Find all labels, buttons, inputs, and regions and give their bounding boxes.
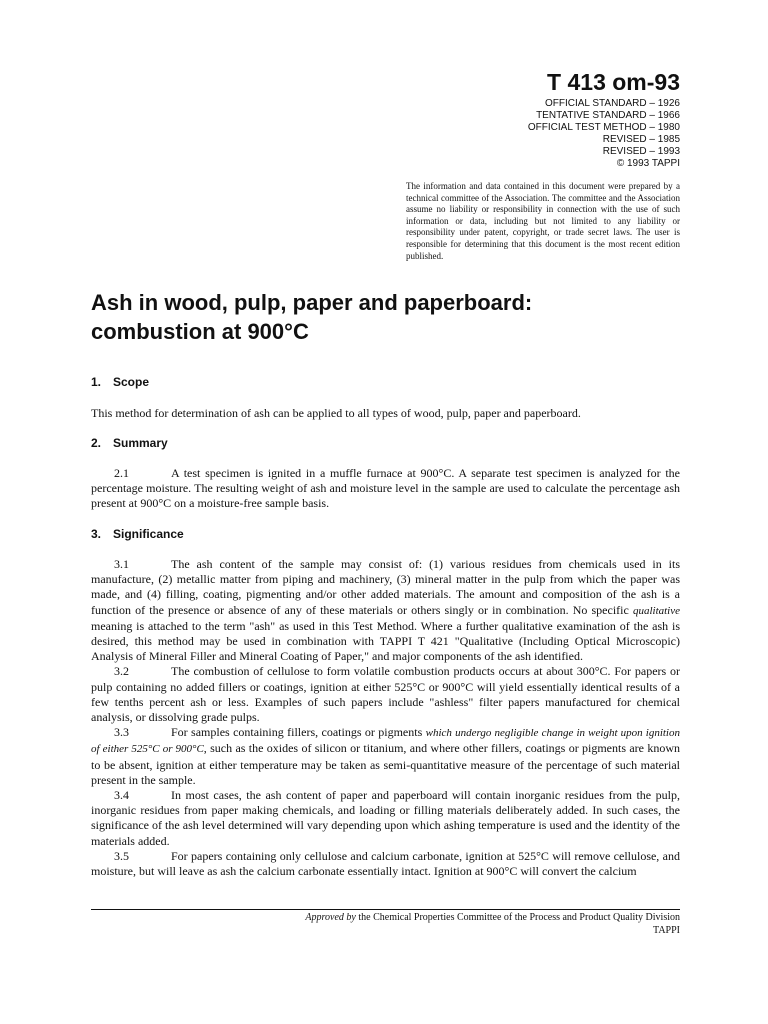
section-heading-scope (91, 374, 149, 390)
paragraph-number: 3.4 (114, 788, 129, 803)
title-line-2: combustion at 900°C (91, 319, 309, 344)
copyright-line: © 1993 TAPPI (616, 158, 680, 169)
summary-body (91, 466, 680, 512)
paragraph-text: The combustion of cellulose to form volatile combustion products occurs at about 300°C. For papers or pulp containing no added fillers or coatings, ignition at either 525°C or 900°C will yield essentially identical results of a few tenths percent ash or less. Examples of such papers include "ashless" filter papers manufactured for chemical analysis, or dissolving grade pulps. (91, 664, 680, 725)
paragraph-number: 3.1 (114, 557, 129, 571)
section-title: Summary (113, 436, 168, 450)
paragraph-3-2 (91, 664, 680, 725)
title-line-1: Ash in wood, pulp, paper and paperboard: (91, 290, 533, 315)
liability-disclaimer: The information and data contained in this document were prepared by a technical committee of the Association. The committee and the Association assume no liability or responsibility in connection with the use of such information or data, including but not limited to any liability or responsibility under patent, copyright, or trade secret laws. The user is responsible for determining that this document is the most recent edition published. (406, 181, 680, 261)
history-line: OFFICIAL STANDARD – 1926 (544, 98, 680, 109)
paragraph-2-1 (91, 466, 680, 512)
approval-line (305, 912, 680, 925)
paragraph-text: meaning is attached to the term "ash" as used in this Test Method. Where a further qualitative examination of the ash is desired, this method may be used in combination with TAPPI T 421 "Qualitative (Including Optical Microscopic) Analysis of Mineral Filler and Mineral Coating of Paper," and major components of the ash identified. (91, 618, 680, 664)
section-number: 1. (91, 375, 102, 389)
paragraph-number: 2.1 (114, 466, 129, 480)
paragraph-text: In most cases, the ash content of paper and paperboard will contain inorganic residues from the pulp, inorganic residues from paper making chemicals, and loading or filling materials deliberately added. In such cases, the significance of the ash level determined will vary depending upon which ashing temperature is used and the identity of the materials added. (91, 788, 680, 848)
paragraph-text: The ash content of the sample may consist of: (1) various residues from chemicals used in its manufacture, (2) metallic matter from piping and machinery, (3) mineral matter in the pulp from which the paper was made, and (4) filling, coating, pigmenting and/or other added materials. The amount and composition of the ash is a function of the presence or absence of any of these materials or others singly or in combination. No specific (91, 557, 680, 617)
approval-text: the Chemical Properties Committee of the Process and Product Quality Division (355, 912, 680, 923)
paragraph-text: , such as the oxides of silicon or titanium, and where other fillers, coatings or pigments are known to be absent, ignition at either temperature may be taken as semi-quantitative measure of the percentage of such material present in the sample. (91, 741, 680, 787)
history-line: REVISED – 1993 (602, 146, 680, 157)
paragraph-text: For papers containing only cellulose and calcium carbonate, ignition at 525°C will remove cellulose, and moisture, but will leave as ash the calcium carbonate essentially intact. Ignition at 900°C will convert the calcium (91, 848, 680, 879)
scope-text: This method for determination of ash can be applied to all types of wood, pulp, paper and paperboard. (91, 406, 581, 420)
section-number: 2. (91, 436, 102, 450)
emphasis-text: qualitative (632, 604, 680, 617)
significance-body (91, 557, 680, 879)
footer-divider (91, 909, 680, 910)
history-line: REVISED – 1985 (602, 134, 680, 145)
document-number: T 413 om-93 (547, 69, 680, 95)
history-line: TENTATIVE STANDARD – 1966 (536, 110, 680, 121)
emphasis-text: which undergo negligible change in weight upon ignition of either 525°C or 900°C (91, 727, 680, 756)
paragraph-3-4 (91, 788, 680, 849)
document-title (91, 288, 651, 346)
standard-history (420, 98, 680, 170)
history-line: OFFICIAL TEST METHOD – 1980 (527, 122, 680, 133)
footer-org: TAPPI (653, 924, 680, 936)
section-heading-significance (91, 526, 184, 542)
section-title: Scope (113, 375, 150, 389)
paragraph-3-1 (91, 557, 680, 664)
page-footer (305, 912, 680, 937)
paragraph-number: 3.3 (114, 725, 129, 740)
section-heading-summary (91, 435, 168, 451)
section-number: 3. (91, 527, 102, 541)
paragraph-text: A test specimen is ignited in a muffle furnace at 900°C. A separate test specimen is analyzed for the percentage moisture. The resulting weight of ash and moisture level in the sample are used to calculate the percentage ash present at 900°C on a moisture-free sample basis. (91, 466, 680, 511)
paragraph-3-3 (91, 725, 680, 788)
paragraph-number: 3.5 (114, 848, 129, 863)
paragraph-number: 3.2 (114, 664, 129, 679)
paragraph-text: For samples containing fillers, coatings or pigments (171, 725, 426, 740)
section-title: Significance (113, 527, 184, 541)
approved-by-label: Approved by (305, 912, 356, 923)
paragraph-3-5 (91, 849, 680, 879)
